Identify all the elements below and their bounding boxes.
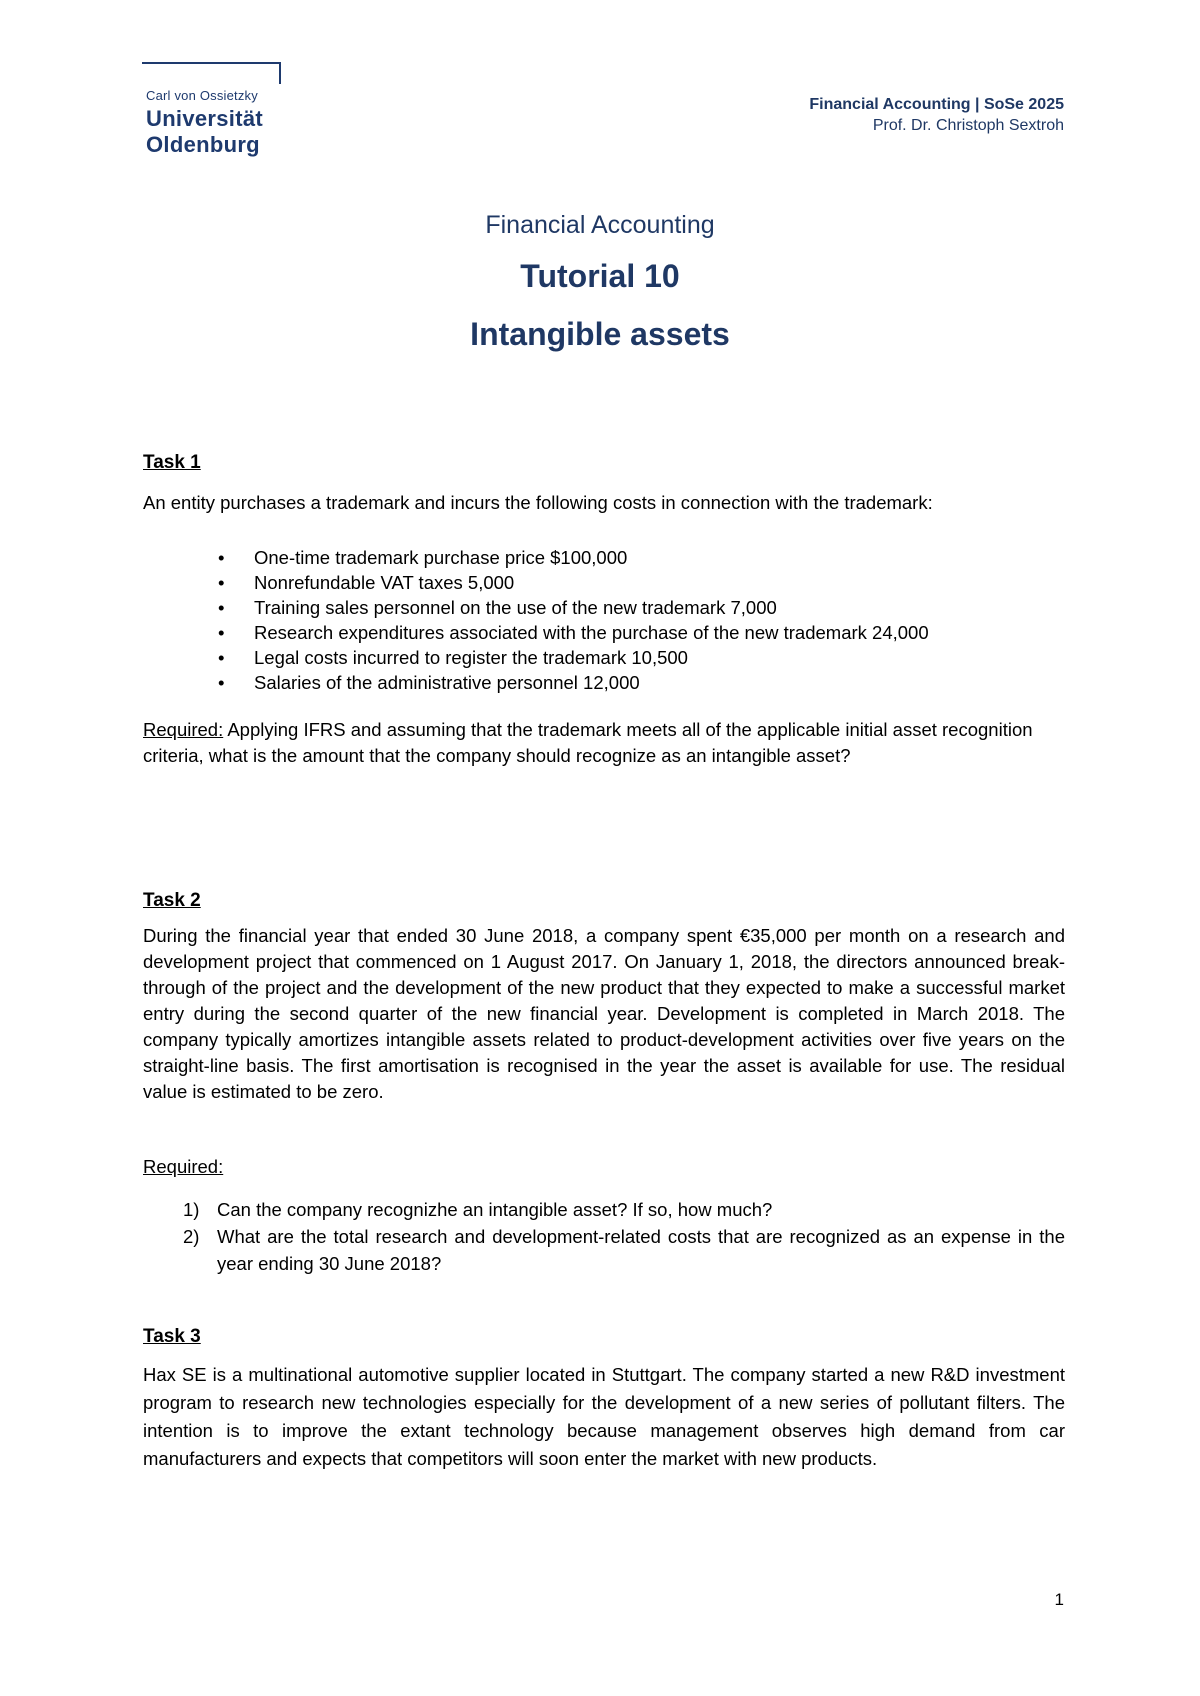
task2-question-list bbox=[143, 1196, 1065, 1277]
task3-heading: Task 3 bbox=[143, 1326, 201, 1347]
list-item: 2) What are the total research and development-related costs that are recognized as an expense in the year ending 30 June 2018? bbox=[183, 1226, 1065, 1274]
page-header bbox=[809, 94, 1064, 136]
topic-title: Intangible assets bbox=[470, 316, 730, 352]
header-lecturer: Prof. Dr. Christoph Sextroh bbox=[872, 117, 1064, 134]
list-item: 1) Can the company recognizhe an intangible asset? If so, how much? bbox=[183, 1199, 773, 1220]
list-item: • Legal costs incurred to register the trademark 10,500 bbox=[218, 647, 688, 668]
task2-heading: Task 2 bbox=[143, 890, 201, 911]
logo-frame-line bbox=[144, 62, 281, 84]
list-item: • One-time trademark purchase price $100,000 bbox=[218, 547, 628, 568]
list-item: • Salaries of the administrative personnel 12,000 bbox=[218, 672, 640, 693]
logo-line-2: Universität bbox=[146, 106, 264, 131]
page-number: 1 bbox=[1054, 1590, 1064, 1609]
task1-required bbox=[143, 717, 1065, 769]
list-item: • Research expenditures associated with the purchase of the new trademark 24,000 bbox=[218, 622, 929, 643]
list-item: • Nonrefundable VAT taxes 5,000 bbox=[218, 572, 515, 593]
header-course: Financial Accounting | SoSe 2025 bbox=[809, 96, 1064, 113]
task1-cost-list bbox=[218, 545, 929, 695]
task1-heading: Task 1 bbox=[143, 452, 201, 473]
tutorial-title: Tutorial 10 bbox=[520, 258, 680, 294]
list-item: • Training sales personnel on the use of the new trademark 7,000 bbox=[218, 597, 777, 618]
task2-body: During the financial year that ended 30 June 2018, a company spent €35,000 per month on a research and development project that commenced on 1 August 2017. On January 1, 2018, the directors announced break-through of the project and the development of the new product that they expected to make a successful market entry during the second quarter of the new financial year. Development is completed in March 2018. The company typically amortizes intangible assets related to product-development activities over five years on the straight-line basis. The first amortisation is recognised in the year the asset is available for use. The residual value is estimated to be zero. bbox=[143, 925, 1065, 1102]
logo-line-3: Oldenburg bbox=[146, 132, 260, 157]
task3-body: Hax SE is a multinational automotive supplier located in Stuttgart. The company started a new R&D investment program to research new technologies especially for the development of a new series of pollutant filters. The intention is to improve the extant technology because management observes high demand from car manufacturers and expects that competitors will soon enter the market with new products. bbox=[143, 1364, 1065, 1469]
logo-line-1: Carl von Ossietzky bbox=[146, 88, 258, 103]
university-logo bbox=[144, 62, 284, 158]
task1-required-text: Applying IFRS and assuming that the trademark meets all of the applicable initial asset recognition criteria, what is the amount that the company should recognize as an intangible asset? bbox=[143, 719, 1033, 766]
task2-required: Required: bbox=[143, 1156, 224, 1177]
course-title: Financial Accounting bbox=[485, 211, 715, 239]
task1-intro: An entity purchases a trademark and incurs the following costs in connection with the trademark: bbox=[143, 492, 933, 513]
required-label: Required: bbox=[143, 719, 224, 740]
